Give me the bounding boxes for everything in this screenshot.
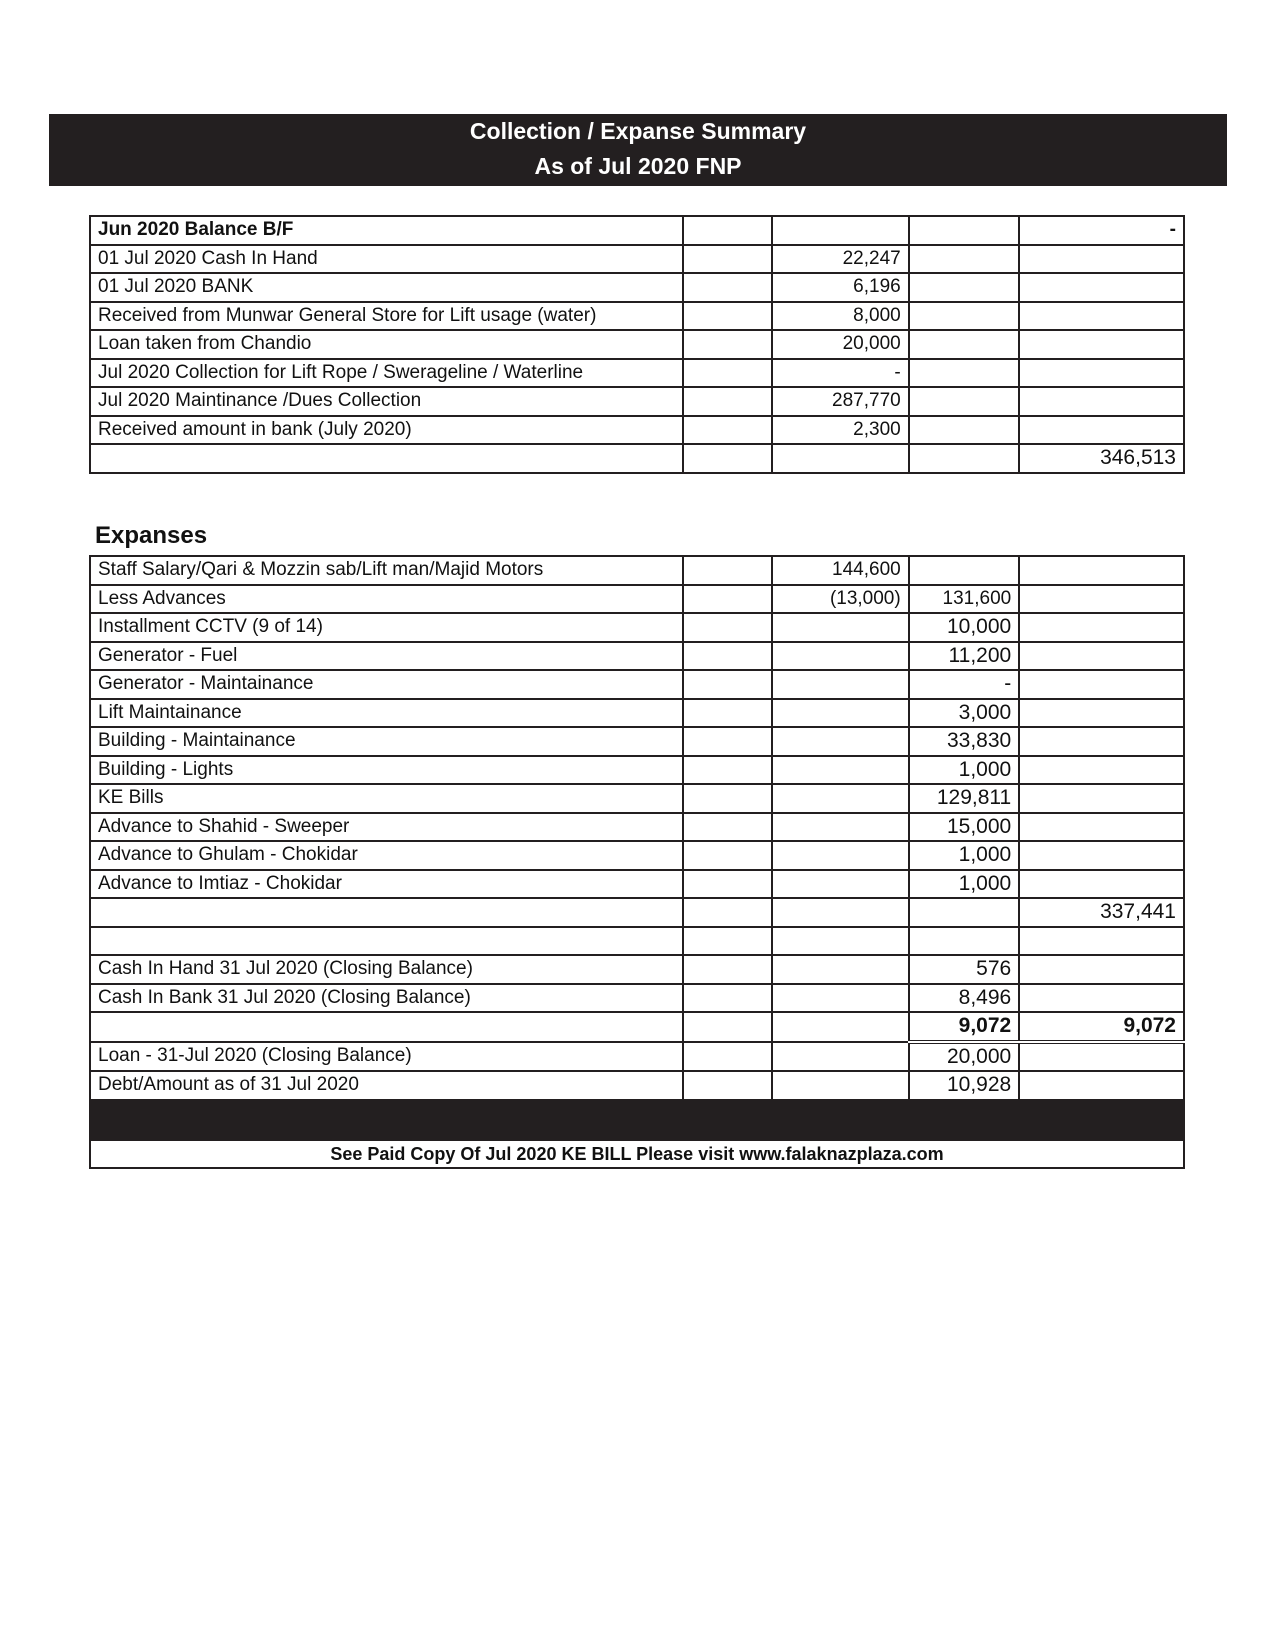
row-col3: 33,830: [909, 727, 1020, 756]
row-col1: [683, 927, 772, 956]
row-col4: [1019, 642, 1184, 671]
row-col4: [1019, 699, 1184, 728]
row-col4: 337,441: [1019, 898, 1184, 927]
row-label: [90, 1012, 683, 1042]
row-col2: 144,600: [772, 556, 909, 585]
row-label: Less Advances: [90, 585, 683, 614]
row-col1: [683, 870, 772, 899]
row-label: Advance to Imtiaz - Chokidar: [90, 870, 683, 899]
row-label: Debt/Amount as of 31 Jul 2020: [90, 1071, 683, 1100]
row-label: Advance to Shahid - Sweeper: [90, 813, 683, 842]
table-row: [90, 642, 1184, 671]
row-col2: (13,000): [772, 585, 909, 614]
table-row: [90, 216, 1184, 245]
row-col1: [683, 556, 772, 585]
row-col2: [772, 727, 909, 756]
row-col2: [772, 699, 909, 728]
row-col1: [683, 1012, 772, 1042]
black-bar: [90, 1100, 1184, 1140]
row-col4: [1019, 927, 1184, 956]
row-label: Building - Maintainance: [90, 727, 683, 756]
footer-note: See Paid Copy Of Jul 2020 KE BILL Please visit www.falaknazplaza.com: [90, 1140, 1184, 1168]
row-col4: [1019, 273, 1184, 302]
row-col4: [1019, 670, 1184, 699]
row-col4: [1019, 870, 1184, 899]
row-col3: [909, 444, 1020, 473]
row-col4: [1019, 359, 1184, 388]
row-col3: [909, 556, 1020, 585]
table-row: [90, 699, 1184, 728]
table-row: [90, 613, 1184, 642]
row-col1: [683, 642, 772, 671]
row-label: Loan - 31-Jul 2020 (Closing Balance): [90, 1042, 683, 1072]
row-col4: [1019, 841, 1184, 870]
row-col2: [772, 841, 909, 870]
row-col4: [1019, 756, 1184, 785]
row-col4: [1019, 613, 1184, 642]
row-col3: 1,000: [909, 870, 1020, 899]
row-col3: 10,000: [909, 613, 1020, 642]
row-col2: [772, 813, 909, 842]
table-row: [90, 1071, 1184, 1100]
row-label: Received amount in bank (July 2020): [90, 416, 683, 445]
report-subtitle: As of Jul 2020 FNP: [534, 153, 742, 179]
row-col2: [772, 984, 909, 1013]
row-col1: [683, 245, 772, 274]
row-col3: 8,496: [909, 984, 1020, 1013]
row-col3: 3,000: [909, 699, 1020, 728]
table-row: [90, 870, 1184, 899]
row-col1: [683, 1071, 772, 1100]
table-row: [90, 756, 1184, 785]
table-row: [90, 670, 1184, 699]
row-col4: [1019, 1071, 1184, 1100]
row-col3: 10,928: [909, 1071, 1020, 1100]
row-label: Installment CCTV (9 of 14): [90, 613, 683, 642]
row-col1: [683, 727, 772, 756]
row-col4: [1019, 727, 1184, 756]
row-col4: 9,072: [1019, 1012, 1184, 1042]
row-col4: [1019, 302, 1184, 331]
row-col4: [1019, 813, 1184, 842]
row-col2: [772, 642, 909, 671]
row-col2: [772, 1042, 909, 1072]
row-col2: [772, 1071, 909, 1100]
row-col2: [772, 613, 909, 642]
row-col3: 20,000: [909, 1042, 1020, 1072]
row-col4: 346,513: [1019, 444, 1184, 473]
table-row: [90, 387, 1184, 416]
table-row: [90, 984, 1184, 1013]
row-label: Jul 2020 Maintinance /Dues Collection: [90, 387, 683, 416]
row-label: Cash In Hand 31 Jul 2020 (Closing Balance): [90, 955, 683, 984]
row-col1: [683, 670, 772, 699]
row-col4: [1019, 387, 1184, 416]
row-col2: 8,000: [772, 302, 909, 331]
row-col3: [909, 245, 1020, 274]
row-col1: [683, 984, 772, 1013]
expenses-title: Expanses: [95, 522, 208, 549]
row-col2: [772, 927, 909, 956]
table-row: [90, 784, 1184, 813]
table-row: [90, 556, 1184, 585]
row-col4: [1019, 1042, 1184, 1072]
row-col1: [683, 330, 772, 359]
report-header: [49, 114, 1227, 186]
row-col1: [683, 216, 772, 245]
row-label: Loan taken from Chandio: [90, 330, 683, 359]
black-bar-row: [90, 1100, 1184, 1140]
row-col3: [909, 302, 1020, 331]
table-row: [90, 1042, 1184, 1072]
row-col2: 22,247: [772, 245, 909, 274]
row-col2: [772, 216, 909, 245]
row-col3: 1,000: [909, 756, 1020, 785]
row-col2: 287,770: [772, 387, 909, 416]
row-col4: [1019, 245, 1184, 274]
row-label: Received from Munwar General Store for Lift usage (water): [90, 302, 683, 331]
table-row: [90, 302, 1184, 331]
row-col1: [683, 898, 772, 927]
row-col1: [683, 699, 772, 728]
row-col2: [772, 898, 909, 927]
row-col3: 129,811: [909, 784, 1020, 813]
row-col1: [683, 613, 772, 642]
table-row: [90, 444, 1184, 473]
table-row: [90, 927, 1184, 956]
row-label: Generator - Maintainance: [90, 670, 683, 699]
row-label: Generator - Fuel: [90, 642, 683, 671]
table-row: [90, 727, 1184, 756]
row-label: [90, 444, 683, 473]
row-col1: [683, 955, 772, 984]
row-col2: [772, 670, 909, 699]
row-col2: 20,000: [772, 330, 909, 359]
row-col1: [683, 273, 772, 302]
row-col1: [683, 302, 772, 331]
report-title: Collection / Expanse Summary: [469, 118, 807, 144]
row-col1: [683, 813, 772, 842]
row-col4: [1019, 585, 1184, 614]
row-col1: [683, 841, 772, 870]
row-col3: [909, 330, 1020, 359]
row-col3: [909, 927, 1020, 956]
row-col3: -: [909, 670, 1020, 699]
table-row: [90, 416, 1184, 445]
row-col4: [1019, 984, 1184, 1013]
row-label: Cash In Bank 31 Jul 2020 (Closing Balance): [90, 984, 683, 1013]
row-col3: [909, 387, 1020, 416]
row-label: Building - Lights: [90, 756, 683, 785]
row-col1: [683, 756, 772, 785]
row-col2: [772, 955, 909, 984]
row-col1: [683, 784, 772, 813]
table-row: [90, 585, 1184, 614]
collection-table: [89, 215, 1185, 474]
row-col1: [683, 387, 772, 416]
row-col2: [772, 784, 909, 813]
row-col2: 6,196: [772, 273, 909, 302]
footer-row: [90, 1140, 1184, 1168]
row-col1: [683, 585, 772, 614]
row-col4: [1019, 784, 1184, 813]
expenses-table: [89, 555, 1185, 1169]
row-col4: -: [1019, 216, 1184, 245]
row-col3: [909, 898, 1020, 927]
row-col2: [772, 444, 909, 473]
row-col1: [683, 444, 772, 473]
table-row: [90, 955, 1184, 984]
row-col3: [909, 216, 1020, 245]
row-col4: [1019, 556, 1184, 585]
row-col1: [683, 359, 772, 388]
table-row: [90, 359, 1184, 388]
row-label: Advance to Ghulam - Chokidar: [90, 841, 683, 870]
row-col2: [772, 756, 909, 785]
row-label: Jul 2020 Collection for Lift Rope / Swerageline / Waterline: [90, 359, 683, 388]
row-label: 01 Jul 2020 BANK: [90, 273, 683, 302]
row-col3: 15,000: [909, 813, 1020, 842]
row-col2: 2,300: [772, 416, 909, 445]
table-row: [90, 813, 1184, 842]
row-col3: 1,000: [909, 841, 1020, 870]
row-col2: -: [772, 359, 909, 388]
row-col2: [772, 870, 909, 899]
table-row: [90, 841, 1184, 870]
row-label: KE Bills: [90, 784, 683, 813]
row-label: Jun 2020 Balance B/F: [90, 216, 683, 245]
table-row: [90, 273, 1184, 302]
row-label: [90, 927, 683, 956]
row-col4: [1019, 416, 1184, 445]
table-row: [90, 898, 1184, 927]
table-row: [90, 245, 1184, 274]
row-label: Staff Salary/Qari & Mozzin sab/Lift man/Majid Motors: [90, 556, 683, 585]
row-col4: [1019, 955, 1184, 984]
row-col3: 11,200: [909, 642, 1020, 671]
table-row: [90, 330, 1184, 359]
row-col3: [909, 273, 1020, 302]
row-col1: [683, 1042, 772, 1072]
table-row: [90, 1012, 1184, 1042]
row-label: [90, 898, 683, 927]
row-label: 01 Jul 2020 Cash In Hand: [90, 245, 683, 274]
row-label: Lift Maintainance: [90, 699, 683, 728]
row-col1: [683, 416, 772, 445]
row-col3: [909, 359, 1020, 388]
row-col3: 9,072: [909, 1012, 1020, 1042]
row-col3: 576: [909, 955, 1020, 984]
row-col4: [1019, 330, 1184, 359]
row-col3: 131,600: [909, 585, 1020, 614]
row-col3: [909, 416, 1020, 445]
row-col2: [772, 1012, 909, 1042]
